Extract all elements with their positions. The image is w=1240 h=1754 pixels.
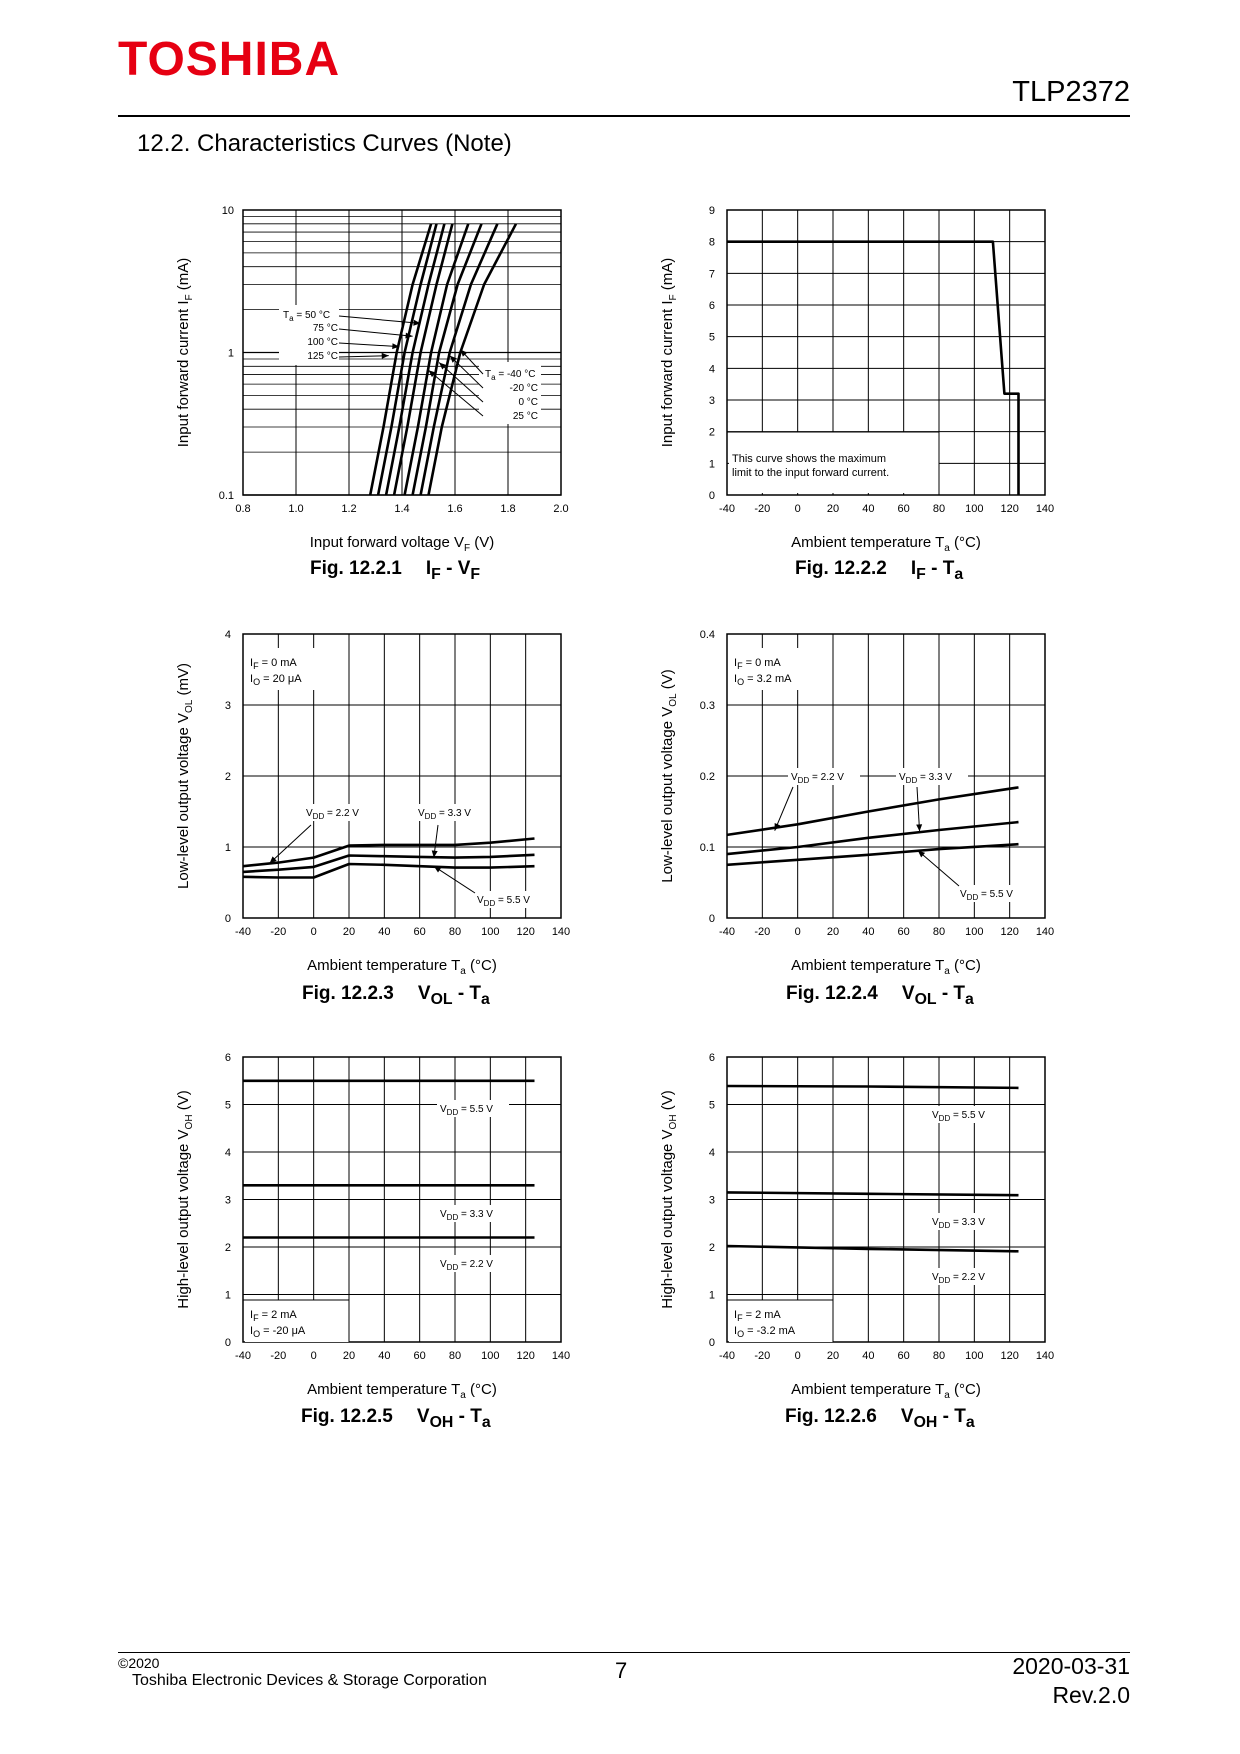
- x-tick-label: 0: [794, 503, 801, 515]
- y-tick-label: 0: [224, 1337, 231, 1349]
- x-tick-label: 80: [932, 926, 946, 938]
- condition-if: $I_F = 0$ mA: [250, 657, 297, 671]
- label-vdd-5v5: $V_{DD} = 5.5$ V: [477, 895, 530, 908]
- y-tick-label: 5: [708, 1099, 715, 1112]
- y-tick-label: 4: [708, 363, 715, 376]
- x-tick-label: -20: [270, 1350, 287, 1362]
- label-vdd-5v5: $V_{DD} = 5.5$ V: [932, 1110, 985, 1123]
- leader-line: [339, 356, 389, 357]
- y-tick-label: 3: [224, 1194, 231, 1207]
- y-tick-label: 1: [227, 347, 234, 360]
- y-tick-label: 4: [708, 1147, 715, 1159]
- condition-io: $I_O = -3.2$ mA: [734, 1325, 796, 1339]
- y-tick-label: 3: [224, 700, 231, 712]
- y-tick-label: 0.3: [699, 700, 715, 712]
- company-name: Toshiba Electronic Devices & Storage Corporation: [132, 1672, 487, 1689]
- condition-if: $I_F = 2$ mA: [250, 1309, 297, 1323]
- x-tick-label: -40: [235, 926, 251, 938]
- y-tick-label: 5: [224, 1099, 231, 1112]
- issue-date: 2020-03-31: [1012, 1653, 1130, 1679]
- y-tick-label: 0.2: [699, 771, 715, 783]
- label-vdd-3v3: $V_{DD} = 3.3$ V: [932, 1217, 985, 1230]
- label-vdd-2v2: $V_{DD} = 2.2$ V: [932, 1272, 985, 1285]
- x-tick-label: 1.0: [288, 503, 304, 515]
- y-axis-label: High-level output voltage $V_{OH}$ (V): [175, 1090, 195, 1309]
- x-tick-label: 100: [965, 503, 984, 515]
- y-tick-label: 5: [708, 331, 715, 344]
- leader-line: [918, 851, 959, 886]
- y-tick-label: 0.4: [699, 629, 715, 641]
- toshiba-logo: TOSHIBA: [118, 33, 341, 86]
- x-tick-label: 120: [1000, 1350, 1019, 1362]
- figure-caption: Fig. 12.2.6 $V_{OH} - T_a$: [785, 1406, 975, 1431]
- y-tick-label: 0.1: [218, 490, 234, 502]
- label-ta-m40: $T_a = -40$ °C: [485, 369, 536, 382]
- y-tick-label: 6: [708, 300, 715, 312]
- chart-2: [659, 205, 1054, 554]
- y-tick-label: 0.1: [699, 842, 715, 854]
- x-tick-label: 100: [965, 926, 984, 938]
- x-tick-label: 20: [826, 1350, 840, 1362]
- x-tick-label: -20: [754, 503, 771, 515]
- y-tick-label: 2: [708, 426, 715, 439]
- x-tick-label: 0: [310, 1350, 317, 1362]
- y-axis-label: Low-level output voltage $V_{OL}$ (mV): [175, 663, 195, 889]
- x-tick-label: 120: [1000, 926, 1019, 938]
- y-tick-label: 3: [708, 1194, 715, 1207]
- y-tick-label: 1: [224, 842, 231, 854]
- grid: [243, 1057, 561, 1342]
- series-line-1: [727, 1086, 1019, 1088]
- figure-caption: Fig. 12.2.2 $I_F - T_a$: [795, 558, 964, 583]
- label-vdd-2v2: $V_{DD} = 2.2$ V: [306, 808, 359, 821]
- condition-io: $I_O = 20$ μA: [250, 673, 302, 687]
- x-tick-label: 100: [481, 926, 500, 938]
- x-tick-label: 140: [1035, 1350, 1055, 1362]
- x-axis-label: Ambient temperature $T_a$ (°C): [307, 957, 497, 977]
- revision: Rev.2.0: [1052, 1682, 1130, 1708]
- y-axis-label: Input forward current $I_F$ (mA): [659, 257, 679, 448]
- label-vdd-5v5: $V_{DD} = 5.5$ V: [960, 889, 1013, 902]
- x-tick-label: 40: [862, 1350, 875, 1362]
- x-axis-label: Input forward voltage $V_F$ (V): [309, 534, 495, 554]
- x-tick-label: 20: [826, 926, 840, 938]
- grid: [727, 1057, 1045, 1342]
- y-tick-label: 2: [708, 1242, 715, 1254]
- label-m20: -20 °C: [509, 383, 538, 394]
- x-tick-label: 40: [862, 503, 875, 515]
- label-vdd-2v2: $V_{DD} = 2.2$ V: [440, 1259, 493, 1272]
- x-tick-label: 60: [897, 1350, 910, 1362]
- y-tick-label: 0: [708, 490, 715, 502]
- figure-caption: Fig. 12.2.1 $I_F - V_F$: [310, 558, 481, 583]
- x-axis-label: Ambient temperature $T_a$ (°C): [791, 957, 981, 977]
- x-tick-label: -40: [719, 926, 735, 938]
- y-tick-label: 1: [708, 1289, 715, 1302]
- y-tick-label: 2: [224, 1242, 231, 1254]
- x-tick-label: 100: [481, 1350, 500, 1362]
- x-tick-label: 40: [378, 1350, 391, 1362]
- x-tick-label: 120: [516, 926, 535, 938]
- note-line-2: limit to the input forward current.: [732, 467, 890, 479]
- note-line-1: This curve shows the maximum: [732, 453, 887, 465]
- label-25: 25 °C: [512, 411, 538, 422]
- copyright: ©2020: [118, 1655, 160, 1671]
- y-tick-label: 9: [708, 205, 715, 217]
- x-tick-label: 60: [897, 503, 910, 515]
- condition-io: $I_O = 3.2$ mA: [734, 673, 792, 687]
- condition-if: $I_F = 2$ mA: [734, 1309, 781, 1323]
- y-tick-label: 1: [708, 458, 715, 471]
- x-tick-label: -40: [719, 1350, 735, 1362]
- y-tick-label: 10: [221, 205, 234, 217]
- section-title: 12.2. Characteristics Curves (Note): [137, 130, 512, 157]
- chart-3: [175, 629, 570, 977]
- y-tick-label: 3: [708, 395, 715, 407]
- chart-6: [659, 1052, 1054, 1401]
- x-tick-label: 100: [965, 1350, 984, 1362]
- x-tick-label: 0: [310, 926, 317, 938]
- leader-line: [339, 343, 399, 347]
- y-tick-label: 7: [708, 268, 715, 281]
- x-tick-label: 60: [413, 1350, 426, 1362]
- y-tick-label: 0: [708, 1337, 715, 1349]
- x-axis-label: Ambient temperature $T_a$ (°C): [791, 534, 981, 554]
- y-tick-label: 4: [224, 629, 231, 641]
- leader-line: [339, 316, 421, 323]
- x-tick-label: 140: [1035, 926, 1055, 938]
- chart-5: [175, 1052, 570, 1401]
- x-tick-label: -40: [719, 503, 735, 515]
- x-tick-label: -40: [235, 1350, 251, 1362]
- x-axis-label: Ambient temperature $T_a$ (°C): [307, 1381, 497, 1401]
- condition-if: $I_F = 0$ mA: [734, 657, 781, 671]
- y-tick-label: 6: [224, 1052, 231, 1064]
- x-tick-label: 1.8: [500, 503, 516, 515]
- label-vdd-5v5: $V_{DD} = 5.5$ V: [440, 1104, 493, 1117]
- arrow-head: [916, 824, 922, 831]
- label-75: 75 °C: [312, 323, 338, 334]
- y-tick-label: 0: [708, 913, 715, 925]
- x-tick-label: 140: [1035, 503, 1055, 515]
- chart-4: [659, 629, 1054, 977]
- x-tick-label: 0: [794, 1350, 801, 1362]
- y-tick-label: 6: [708, 1052, 715, 1064]
- figure-caption: Fig. 12.2.4 $V_{OL} - T_a$: [786, 983, 974, 1008]
- y-axis-label: High-level output voltage $V_{OH}$ (V): [659, 1090, 679, 1309]
- x-tick-label: -20: [754, 1350, 771, 1362]
- label-vdd-2v2: $V_{DD} = 2.2$ V: [791, 772, 844, 785]
- x-tick-label: 120: [1000, 503, 1019, 515]
- y-tick-label: 4: [224, 1147, 231, 1159]
- x-tick-label: 0.8: [235, 503, 251, 515]
- label-0: 0 °C: [518, 397, 538, 408]
- y-axis-label: Low-level output voltage $V_{OL}$ (V): [659, 669, 679, 883]
- y-tick-label: 0: [224, 913, 231, 925]
- x-tick-label: 60: [413, 926, 426, 938]
- x-tick-label: 1.4: [394, 503, 410, 515]
- y-tick-label: 2: [224, 771, 231, 783]
- x-tick-label: 140: [551, 926, 571, 938]
- x-tick-label: 1.2: [341, 503, 357, 515]
- x-tick-label: 20: [342, 926, 356, 938]
- condition-io: $I_O = -20$ μA: [250, 1325, 306, 1339]
- x-tick-label: 2.0: [553, 503, 569, 515]
- x-tick-label: 80: [932, 503, 946, 515]
- x-tick-label: 80: [932, 1350, 946, 1362]
- label-vdd-3v3: $V_{DD} = 3.3$ V: [418, 808, 471, 821]
- x-tick-label: 20: [826, 503, 840, 515]
- x-tick-label: 80: [448, 1350, 462, 1362]
- y-tick-label: 8: [708, 236, 715, 249]
- x-tick-label: 40: [378, 926, 391, 938]
- footer-rule: [118, 1652, 1130, 1653]
- x-axis-label: Ambient temperature $T_a$ (°C): [791, 1381, 981, 1401]
- x-tick-label: -20: [754, 926, 771, 938]
- label-100: 100 °C: [307, 337, 338, 348]
- figure-caption: Fig. 12.2.3 $V_{OL} - T_a$: [302, 983, 490, 1008]
- label-125: 125 °C: [307, 351, 338, 362]
- document-id: TLP2372: [1012, 76, 1130, 108]
- x-tick-label: -20: [270, 926, 287, 938]
- page-number: 7: [615, 1658, 628, 1683]
- x-tick-label: 1.6: [447, 503, 463, 515]
- x-tick-label: 40: [862, 926, 875, 938]
- x-tick-label: 120: [516, 1350, 535, 1362]
- figure-caption: Fig. 12.2.5 $V_{OH} - T_a$: [301, 1406, 491, 1431]
- leader-line: [434, 866, 475, 893]
- x-tick-label: 20: [342, 1350, 356, 1362]
- y-axis-label: Input forward current $I_F$ (mA): [175, 257, 195, 448]
- arrow-head: [382, 353, 389, 359]
- label-ta-50: $T_a = 50$ °C: [283, 310, 331, 323]
- x-tick-label: 140: [551, 1350, 571, 1362]
- label-vdd-3v3: $V_{DD} = 3.3$ V: [440, 1209, 493, 1222]
- x-tick-label: 80: [448, 926, 462, 938]
- x-tick-label: 60: [897, 926, 910, 938]
- chart-1: [175, 205, 569, 554]
- label-vdd-3v3: $V_{DD} = 3.3$ V: [899, 772, 952, 785]
- y-tick-label: 1: [224, 1289, 231, 1302]
- x-tick-label: 0: [794, 926, 801, 938]
